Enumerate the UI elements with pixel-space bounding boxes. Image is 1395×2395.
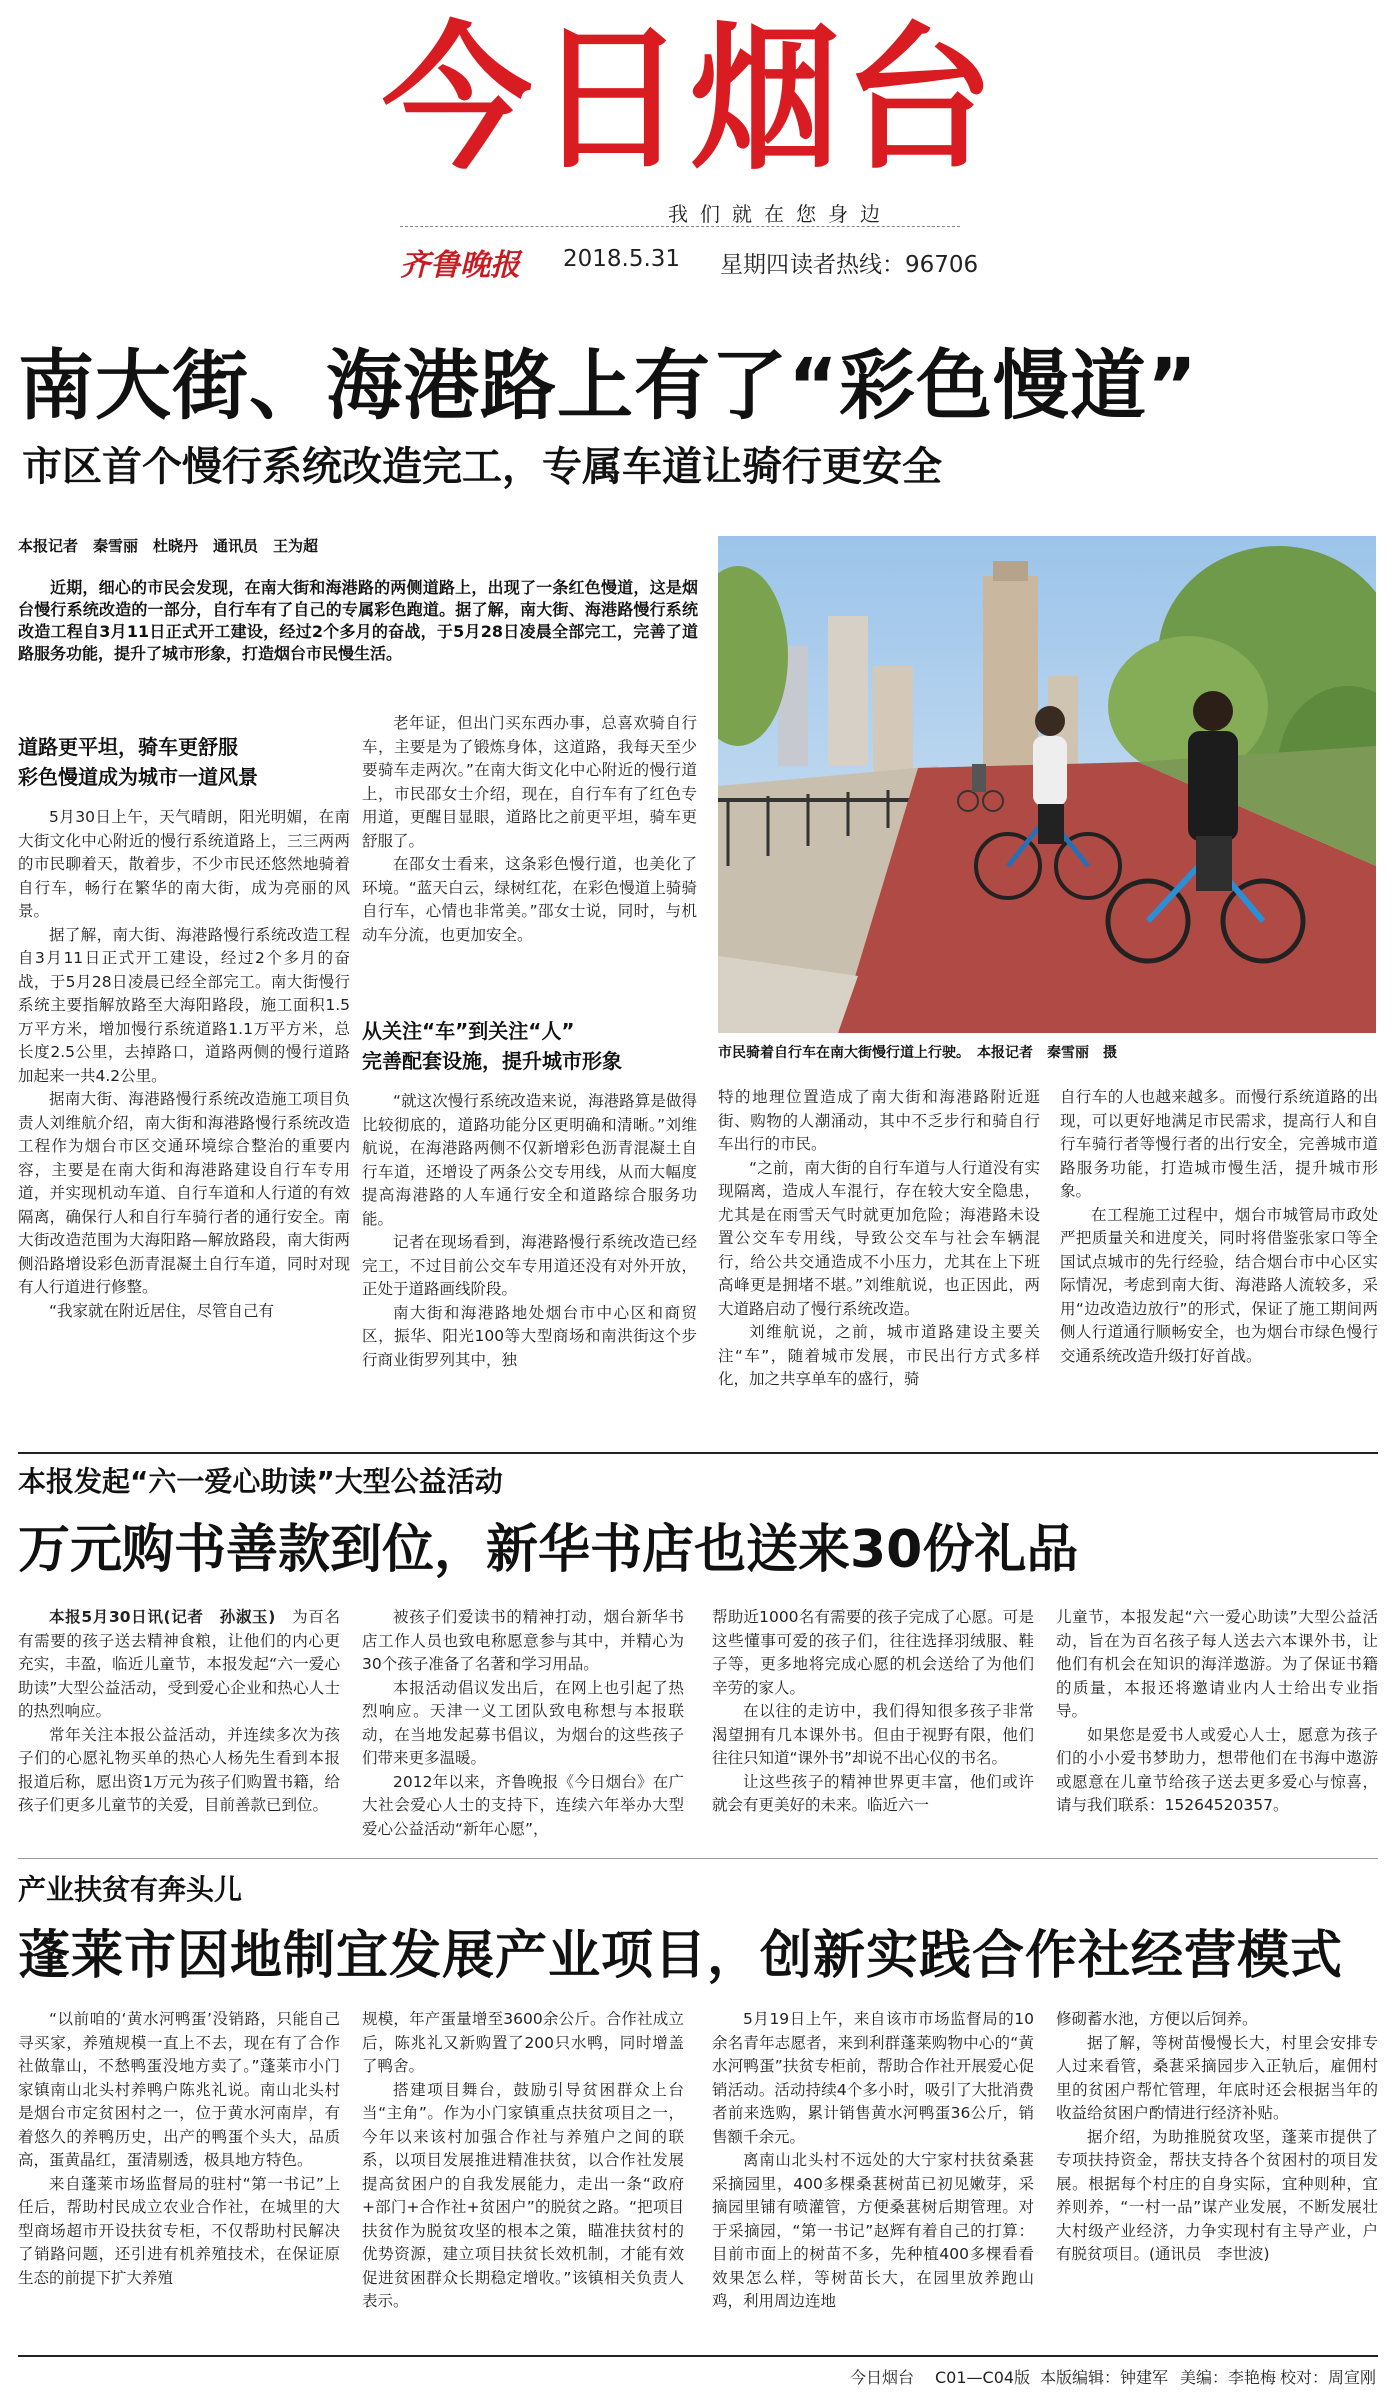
story1-subhead2-line2: 完善配套设施，提升城市形象 xyxy=(362,1049,622,1073)
masthead-title: 今日烟台 xyxy=(381,8,998,192)
paragraph: 据了解，南大街、海港路慢行系统改造工程自3月11日正式开工建设，经过2个多月的奋战，于5月28日凌晨已经全部完工。南大街慢行系统主要指解放路至大海阳路段，施工面积1.5万平方米，增加慢行系统道路1.1万平方米，总长度2.5公里，去掉路口，道路两侧的慢行道路加起来一共4.2公里。 xyxy=(18,925,350,1085)
paragraph: 据介绍，为助推脱贫攻坚，蓬莱市提供了专项扶持资金，帮扶支持各个贫困村的项目发展。根据每个村庄的自身实际，宜种则种，宜养则养，“一村一品”谋产业发展，不断发展壮大村级产业经济，力争实现村有主导产业，户有脱贫项目。(通讯员 李世波) xyxy=(1056,2127,1378,2263)
photo-caption: 市民骑着自行车在南大街慢行道上行驶。 本报记者 秦雪丽 摄 xyxy=(718,1045,1117,1061)
story1-column-2b xyxy=(362,1090,697,1446)
paragraph: 刘维航说，之前，城市道路建设主要关注“车”，随着城市发展，市民出行方式多样化，加之共享单车的盛行，骑 xyxy=(718,1323,1040,1388)
story1-subhead1 xyxy=(18,732,348,792)
paragraph: 被孩子们爱读书的精神打动，烟台新华书店工作人员也致电称愿意参与其中，并精心为30个孩子准备了名著和学习用品。 xyxy=(362,1608,684,1673)
paragraph: 本报活动倡议发出后，在网上也引起了热烈响应。天津一义工团队致电称想与本报联动，在当地发起募书倡议，为烟台的这些孩子们带来更多温暖。 xyxy=(362,1678,684,1767)
paragraph: 5月19日上午，来自该市市场监督局的10余名青年志愿者，来到利群蓬莱购物中心的“黄水河鸭蛋”扶贫专柜前，帮助合作社开展爱心促销活动。活动持续4个多小时，吸引了大批消费者前来选购，累计销售黄水河鸭蛋36公斤，销售额千余元。 xyxy=(712,2010,1034,2146)
story1-column-2a xyxy=(362,712,697,1022)
paragraph: 让这些孩子的精神世界更丰富，他们或许就会有更美好的未来。临近六一 xyxy=(712,1772,1034,1814)
story2-column-1 xyxy=(18,1606,340,1851)
footer-proofreader: 校对：周宣刚 xyxy=(1280,2368,1377,2387)
story1-column-4 xyxy=(1060,1086,1378,1446)
paragraph: 修砌蓄水池，方便以后饲养。 xyxy=(1056,2010,1258,2028)
story2-column-3 xyxy=(712,1606,1034,1851)
cyclists-photo xyxy=(718,536,1376,1033)
story1-subhead1-line2: 彩色慢道成为城市一道风景 xyxy=(18,765,258,789)
issue-date: 2018.5.31 xyxy=(563,246,681,272)
story3-column-2 xyxy=(362,2008,684,2348)
paragraph: 帮助近1000名有需要的孩子完成了心愿。可是这些懂事可爱的孩子们，往往选择羽绒服、鞋子等，更多地将完成心愿的机会送给了为他们辛劳的家人。 xyxy=(712,1608,1034,1697)
story1-byline: 本报记者 秦雪丽 杜晓丹 通讯员 王为超 xyxy=(18,537,319,555)
story2-column-2 xyxy=(362,1606,684,1851)
story1-subheadline: 市区首个慢行系统改造完工，专属车道让骑行更安全 xyxy=(22,444,942,490)
paragraph: 记者在现场看到，海港路慢行系统改造已经完工，不过目前公交车专用道还没有对外开放，正处于道路画线阶段。 xyxy=(362,1233,697,1298)
footer-art-editor: 美编：李艳梅 xyxy=(1180,2368,1277,2387)
paragraph: 在以往的走访中，我们得知很多孩子非常渴望拥有几本课外书。但由于视野有限，他们往往只知道“课外书”却说不出心仪的书名。 xyxy=(712,1702,1034,1767)
story1-column-3 xyxy=(718,1086,1040,1446)
issue-weekday: 星期四 xyxy=(720,252,789,278)
story1-subhead2-line1: 从关注“车”到关注“人” xyxy=(362,1019,575,1043)
page-footer xyxy=(0,2355,1395,2395)
story2-column-4 xyxy=(1056,1606,1378,1851)
story3-headline: 蓬莱市因地制宜发展产业项目，创新实践合作社经营模式 xyxy=(18,1926,1344,1986)
paragraph: 如果您是爱书人或爱心人士，愿意为孩子们的小小爱书梦助力，想带他们在书海中遨游或愿意在儿童节给孩子送去更多爱心与惊喜，请与我们联系：15264520357。 xyxy=(1056,1725,1378,1814)
paragraph: 5月30日上午，天气晴朗，阳光明媚，在南大街文化中心附近的慢行系统道路上，三三两两的市民聊着天，散着步，不少市民还悠然地骑着自行车，畅行在繁华的南大街，成为亮丽的风景。 xyxy=(18,808,350,920)
masthead-slogan: 我们就在您身边 xyxy=(668,202,892,226)
footer-rule xyxy=(18,2355,1378,2357)
section-divider xyxy=(18,1858,1378,1859)
paragraph: 老年证，但出门买东西办事，总喜欢骑自行车，主要是为了锻炼身体，这道路，我每天至少要骑车走两次。”在南大街文化中心附近的慢行道上，市民邵女士介绍，现在，自行车有了红色专用道，更醒目显眼，道路比之前更平坦，骑车更舒服了。 xyxy=(362,714,697,850)
masthead xyxy=(0,0,1395,285)
masthead-divider xyxy=(400,226,960,227)
paragraph: 规模，年产蛋量增至3600余公斤。合作社成立后，陈兆礼又新购置了200只水鸭，同时增盖了鸭舍。 xyxy=(362,2010,684,2075)
story1-subhead2 xyxy=(362,1016,697,1076)
story2-headline: 万元购书善款到位，新华书店也送来30份礼品 xyxy=(18,1520,1079,1580)
story3-column-4 xyxy=(1056,2008,1378,2348)
paragraph: 搭建项目舞台，鼓励引导贫困群众上台当“主角”。作为小门家镇重点扶贫项目之一，今年以来该村加强合作社与养殖户之间的联系，以项目发展推进精准扶贫，以合作社发展提高贫困户的自我发展能力，走出一条“政府+部门+合作社+贫困户”的脱贫之路。“把项目扶贫作为脱贫攻坚的根本之策，瞄准扶贫村的优势资源，建立项目扶贫长效机制，才能有效促进贫困群众长期稳定增收。”该镇相关负责人表示。 xyxy=(362,2080,684,2310)
paragraph: 在工程施工过程中，烟台市城管局市政处严把质量关和进度关，同时将借鉴张家口等全国试点城市的先行经验，结合烟台市中心区实际情况，考虑到南大街、海港路人流较多，采用“边改造边放行”的形式，保证了施工期间两侧人行道通行顺畅安全，也为烟台市绿色慢行交通系统改造升级打好首战。 xyxy=(1060,1205,1378,1365)
story1-lead: 近期，细心的市民会发现，在南大街和海港路的两侧道路上，出现了一条红色慢道，这是烟台慢行系统改造的一部分，自行车有了自己的专属彩色跑道。据了解，南大街、海港路慢行系统改造工程自3月11日正式开工建设，经过2个多月的奋战，于5月28日凌晨全部完工，完善了道路服务功能，提升了城市形象，打造烟台市民慢生活。 xyxy=(18,578,698,663)
paragraph: 在邵女士看来，这条彩色慢行道，也美化了环境。“蓝天白云，绿树红花，在彩色慢道上骑骑自行车，心情也非常美。”邵女士说，同时，与机动车分流，也更加安全。 xyxy=(362,855,697,944)
story1-column-1 xyxy=(18,806,350,1446)
reader-hotline: 读者热线：96706 xyxy=(790,252,979,278)
road-photo-illustration xyxy=(718,536,1376,1033)
paragraph: 南大街和海港路地处烟台市中心区和商贸区，振华、阳光100等大型商场和南洪街这个步行商业街罗列其中，独 xyxy=(362,1303,697,1369)
paragraph: 儿童节，本报发起“六一爱心助读”大型公益活动，旨在为百名孩子每人送去六本课外书，让他们有机会在知识的海洋遨游。为了保证书籍的质量，本报还将邀请业内人士给出专业指导。 xyxy=(1056,1608,1378,1720)
paragraph: 来自蓬莱市场监督局的驻村“第一书记”上任后，帮助村民成立农业合作社，在城里的大型商场超市开设扶贫专柜，不仅帮助村民解决了销路问题，还引进有机养殖技术，在保证原生态的前提下扩大养殖 xyxy=(18,2174,340,2287)
paragraph: 2012年以来，齐鲁晚报《今日烟台》在广大社会爱心人士的支持下，连续六年举办大型爱心公益活动“新年心愿”， xyxy=(362,1772,684,1838)
paragraph: 据了解，等树苗慢慢长大，村里会安排专人过来看管，桑葚采摘园步入正轨后，雇佣村里的贫困户帮忙管理，年底时还会根据当年的收益给贫困户酌情进行经济补贴。 xyxy=(1056,2033,1378,2122)
story2-kicker: 本报发起“六一爱心助读”大型公益活动 xyxy=(18,1465,503,1498)
story1-headline: 南大街、海港路上有了“彩色慢道” xyxy=(18,341,1198,430)
footer-editor: 本版编辑：钟建军 xyxy=(1040,2368,1169,2387)
story1-subhead1-line1: 道路更平坦，骑车更舒服 xyxy=(18,735,238,759)
paragraph: 离南山北头村不远处的大宁家村扶贫桑葚采摘园里，400多棵桑葚树苗已初见嫩芽，采摘园里铺有喷灌管，方便桑葚树后期管理。对于采摘园，“第一书记”赵辉有着自己的打算：目前市面上的树苗不多，先种植400多棵看看效果怎么样，等树苗长大，在园里放养跑山鸡，利用周边连地 xyxy=(712,2151,1034,2310)
paragraph: 据南大街、海港路慢行系统改造施工项目负责人刘维航介绍，南大街和海港路慢行系统改造工程作为烟台市区交通环境综合整治的重要内容，主要是在南大街和海港路建设自行车专用道，并实现机动车道、自行车道和人行道的有效隔离，确保行人和自行车骑行者的通行安全。南大街改造范围为大海阳路—解放路段，南大街两侧沿路增设彩色沥青混凝土自行车道，同时对现有人行道进行修整。 xyxy=(18,1090,350,1296)
story2-lead-text: 为百名有需要的孩子送去精神食粮，让他们的内心更充实，丰盈，临近儿童节，本报发起“六一爱心助读”大型公益活动，受到爱心企业和热心人士的热烈响应。 xyxy=(18,1608,340,1720)
story3-kicker: 产业扶贫有奔头儿 xyxy=(18,1873,243,1906)
paragraph: 常年关注本报公益活动，并连续多次为孩子们的心愿礼物买单的热心人杨先生看到本报报道后称，愿出资1万元为孩子们购置书籍，给孩子们更多儿童节的关爱，目前善款已到位。 xyxy=(18,1725,340,1814)
paragraph: “就这次慢行系统改造来说，海港路算是做得比较彻底的，道路功能分区更明确和清晰。”刘维航说，在海港路两侧不仅新增彩色沥青混凝土自行车道，还增设了两条公交专用线，从而大幅度提高海港路的人车通行安全和道路综合服务功能。 xyxy=(362,1092,697,1228)
story3-column-3 xyxy=(712,2008,1034,2348)
paragraph: 自行车的人也越来越多。而慢行系统道路的出现，可以更好地满足市民需求，提高行人和自行车骑行者等慢行者的出行安全，完善城市道路服务功能，打造城市慢生活，提升城市形象。 xyxy=(1060,1088,1378,1200)
paragraph: “以前咱的‘黄水河鸭蛋’没销路，只能自己寻买家，养殖规模一直上不去，现在有了合作社做靠山，不愁鸭蛋没地方卖了。”蓬莱市小门家镇南山北头村养鸭户陈兆礼说。南山北头村是烟台市定贫困村之一，位于黄水河南岸，有着悠久的养鸭历史，出产的鸭蛋个头大，品质高，蛋黄晶红，蛋清剔透，极具地方特色。 xyxy=(18,2010,340,2169)
paragraph xyxy=(18,1606,340,1724)
footer-pages: C01—C04版 xyxy=(935,2368,1031,2387)
footer-section: 今日烟台 xyxy=(850,2368,915,2387)
story2-dateline: 本报5月30日讯(记者 孙淑玉) xyxy=(49,1608,276,1626)
story3-column-1 xyxy=(18,2008,340,2348)
brand-logo: 齐鲁晚报 xyxy=(400,248,520,283)
section-divider xyxy=(18,1452,1378,1454)
paragraph: “我家就在附近居住，尽管自己有 xyxy=(49,1301,275,1320)
paragraph: 特的地理位置造成了南大街和海港路附近逛街、购物的人潮涌动，其中不乏步行和骑自行车出行的市民。 xyxy=(718,1088,1040,1153)
paragraph: “之前，南大街的自行车道与人行道没有实现隔离，造成人车混行，存在较大安全隐患，尤其是在雨雪天气时就更加危险；海港路未设置公交车专用线，导致公交车与社会车辆混行，给公共交通造成不小压力，尤其在上下班高峰更是拥堵不堪。”刘维航说，也正因此，两大道路启动了慢行系统改造。 xyxy=(718,1158,1040,1318)
